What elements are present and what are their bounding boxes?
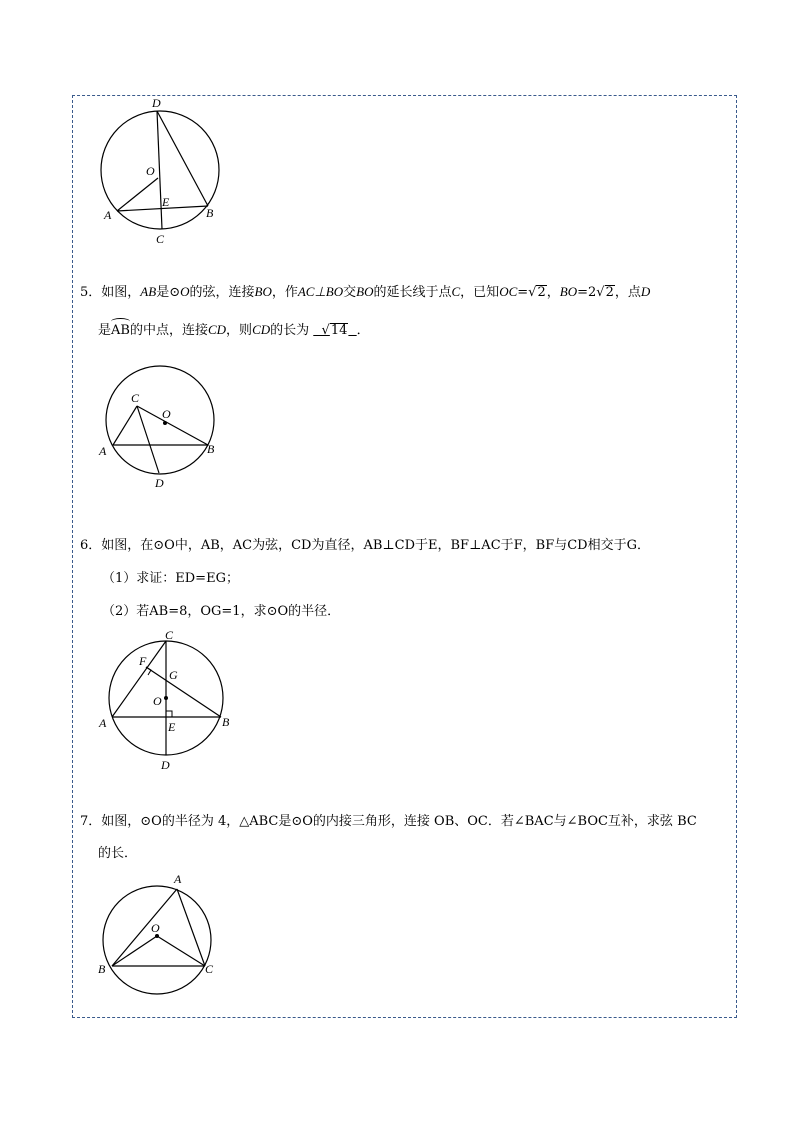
p5-label-C: C [131, 391, 140, 405]
p4-label-A: A [104, 208, 112, 222]
p6-label-O: O [153, 694, 162, 708]
p4-label-E: E [162, 195, 170, 209]
p6-label-F: F [139, 654, 147, 668]
problem-7-line-2: 的长． [98, 846, 138, 861]
problem-5-figure [95, 355, 235, 495]
p6-label-E: E [168, 720, 176, 734]
answer-value: 14 [330, 323, 348, 338]
problem-6-figure [95, 625, 245, 775]
problem-6-sub-1: （1）求证：ED=EG； [102, 571, 239, 586]
p7-label-A: A [174, 872, 182, 886]
problem-6-sub-2: （2）若AB=8，OG=1，求⊙O的半径． [102, 604, 341, 619]
p4-label-B: B [206, 206, 214, 220]
p5-label-O: O [162, 407, 171, 421]
p6-label-D: D [161, 758, 170, 772]
p7-label-C: C [205, 962, 214, 976]
p6-label-C: C [165, 628, 174, 642]
p4-label-C: C [156, 232, 165, 246]
problem-7-figure [95, 870, 235, 1000]
p4-label-D: D [152, 96, 161, 110]
p7-label-O: O [151, 921, 160, 935]
p5-label-A: A [99, 444, 107, 458]
p5-label-D: D [155, 476, 164, 490]
problem-5-line-2: 是AB的中点，连接CD，则CD的长为 √14 ． [98, 320, 370, 341]
problem-6-line-1: 6．如图，在⊙O中，AB，AC为弦，CD为直径，AB⊥CD于E，BF⊥AC于F，BF与CD相交于G． [80, 538, 650, 553]
p7-label-B: B [98, 962, 106, 976]
p6-label-A: A [99, 716, 107, 730]
p4-label-O: O [146, 164, 155, 178]
p6-label-G: G [169, 668, 178, 682]
arc-AB: AB [111, 321, 130, 341]
p5-label-B: B [207, 442, 215, 456]
p6-label-B: B [222, 715, 230, 729]
problem-5-line-1: 5．如图，AB是⊙O的弦，连接BO，作AC⊥BO交BO的延长线于点C，已知OC=√2，BO=2√2，点D [80, 284, 651, 300]
answer-blank: √14 [313, 323, 348, 338]
problem-4-figure [90, 95, 230, 250]
problem-7-line-1: 7．如图，⊙O的半径为 4，△ABC是⊙O的内接三角形，连接 OB、OC．若∠BAC与∠BOC互补，求弦 BC [80, 814, 697, 829]
